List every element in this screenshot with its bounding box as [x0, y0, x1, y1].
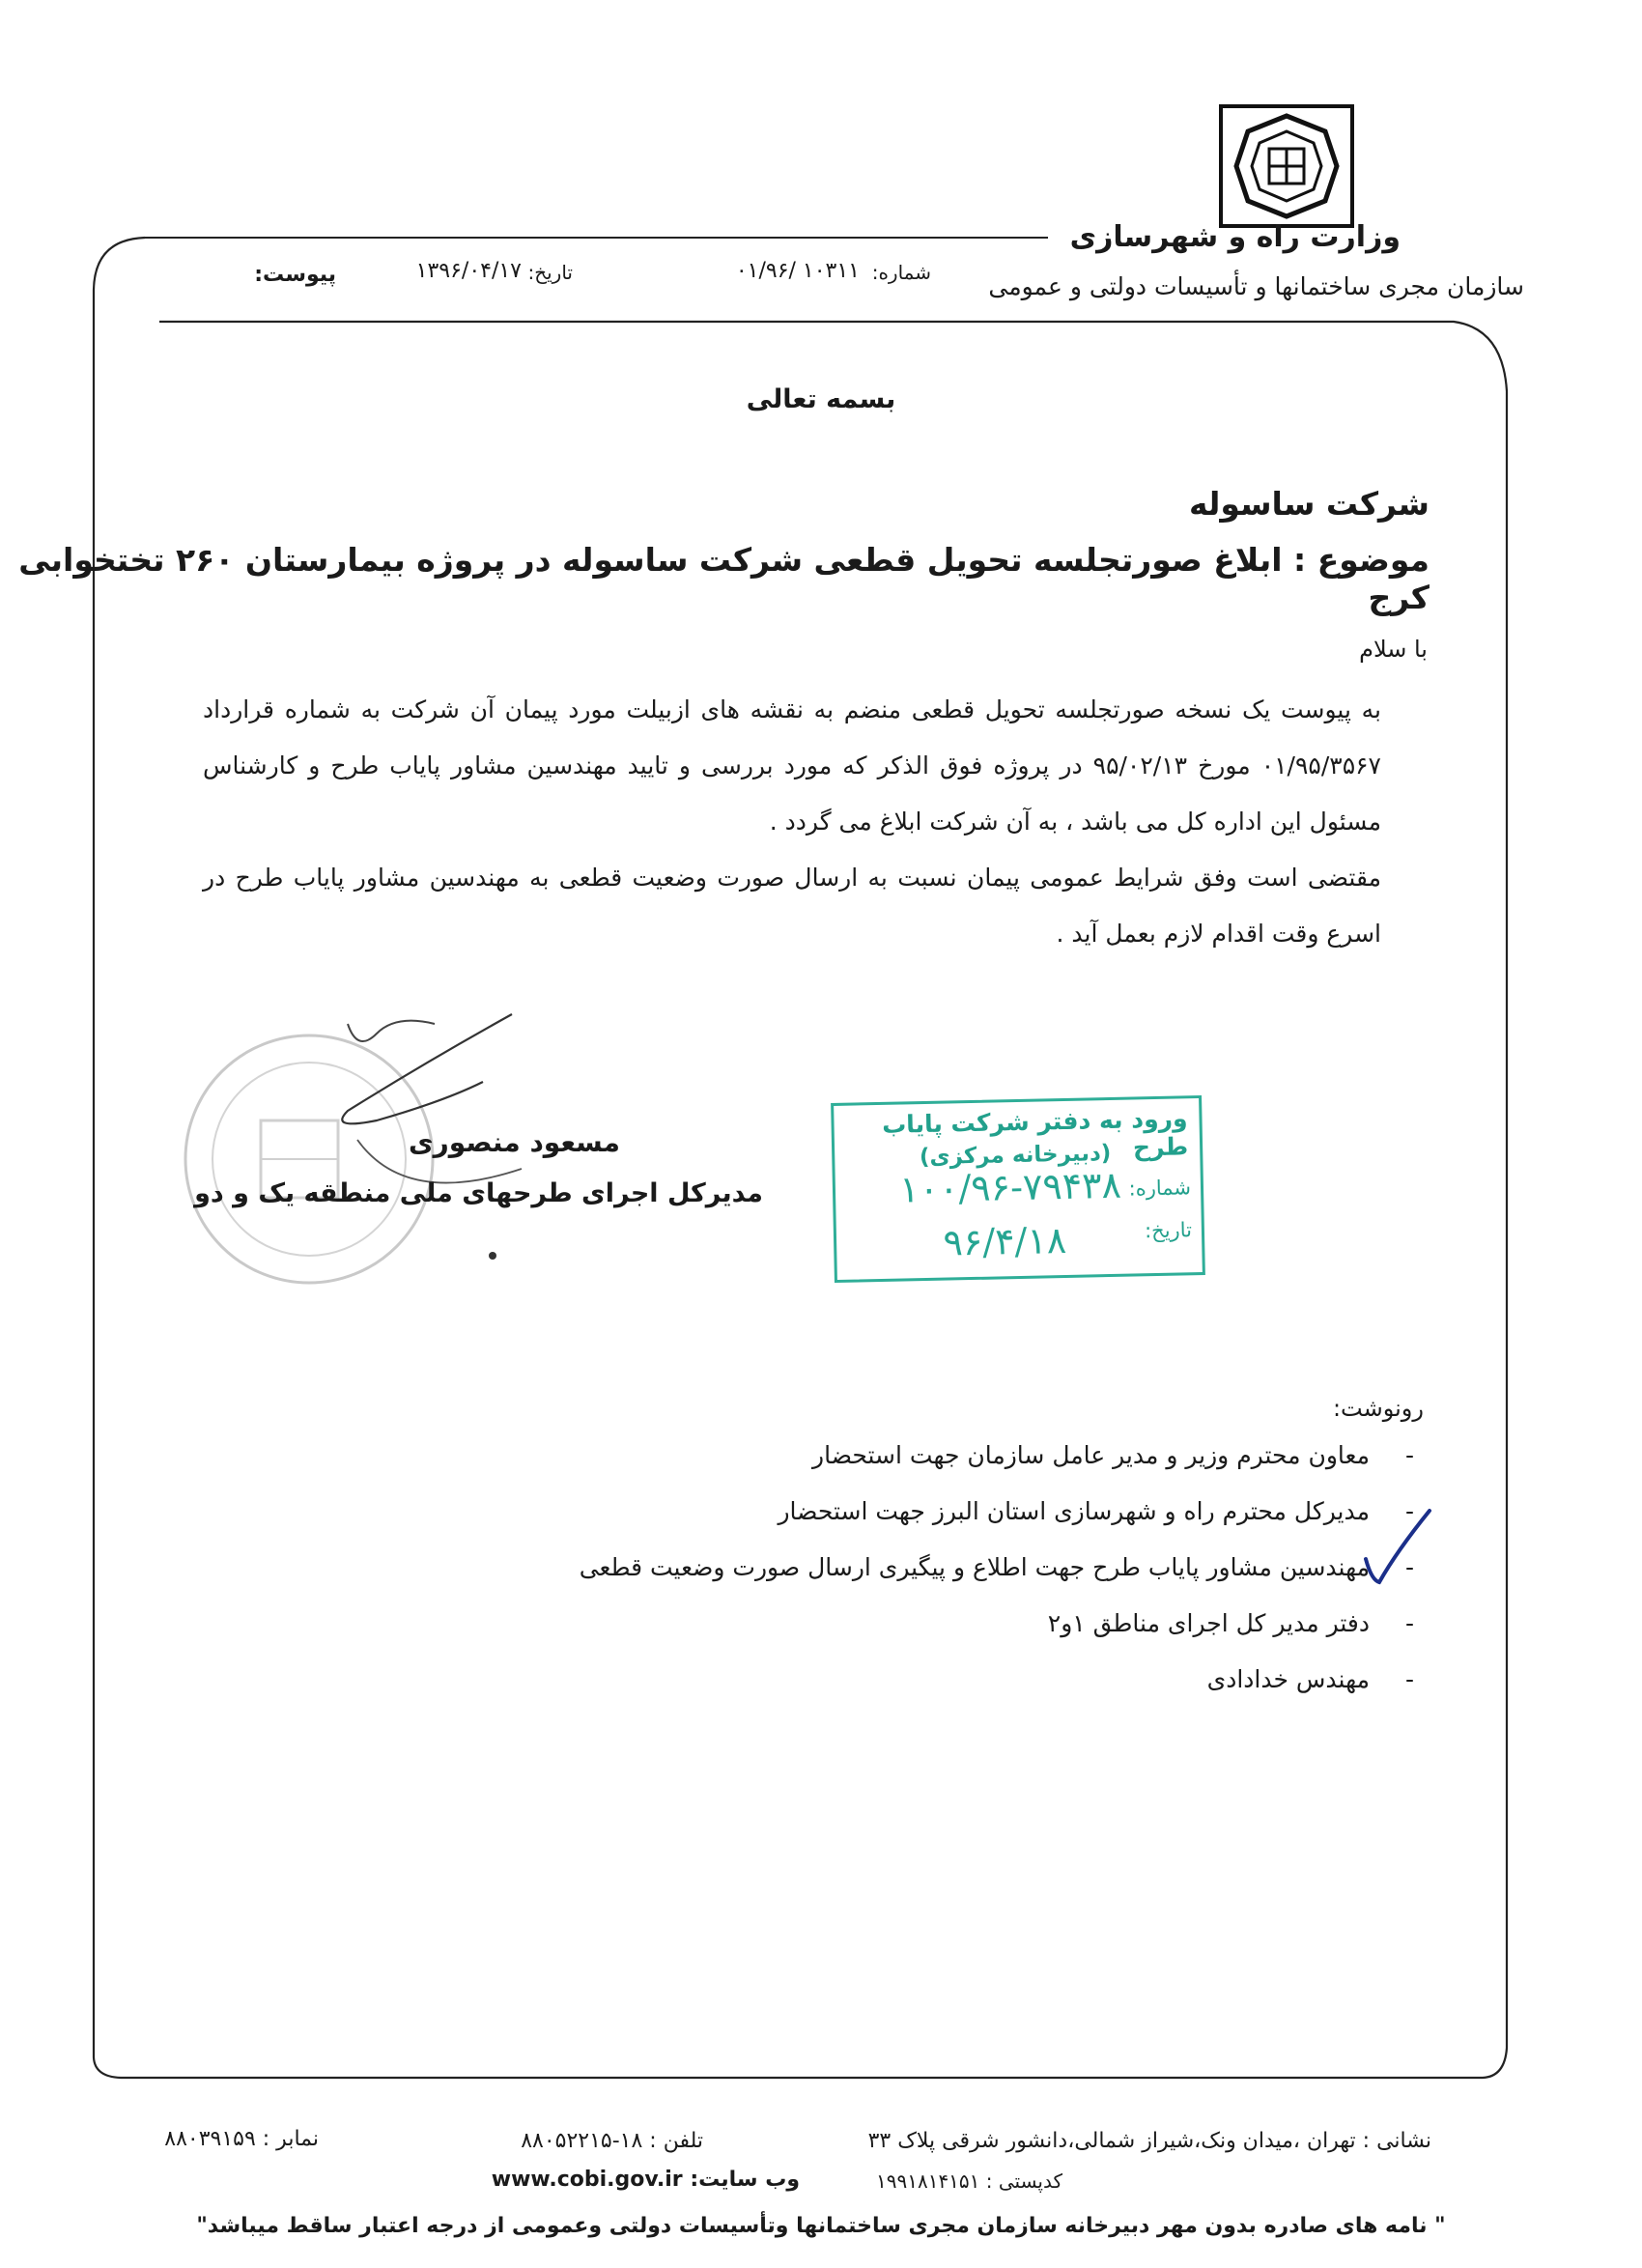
cc-item [580, 1553, 1414, 1609]
attachment-label: پیوست: [254, 263, 336, 287]
footer-website[interactable]: وب سایت: www.cobi.gov.ir [491, 2168, 800, 2192]
invocation-heading: بسمه تعالی [746, 384, 896, 414]
cc-item [580, 1441, 1414, 1497]
greeting: با سلام [1359, 636, 1428, 663]
cc-dash: - [1404, 1441, 1414, 1469]
cc-item [580, 1497, 1414, 1553]
footer-validity-note: " نامه های صادره بدون مهر دبیرخانه سازمان مجری ساختمانها وتأسیسات دولتی وعمومی از درجه اعتبار ساقط میباشد" [196, 2214, 1446, 2238]
cc-dash: - [1404, 1553, 1414, 1581]
signer-name: مسعود منصوری [409, 1126, 620, 1158]
cc-item-text: مهندس خدادادی [1206, 1665, 1370, 1693]
cc-item-text: معاون محترم وزیر و مدیر عامل سازمان جهت استحضار [812, 1441, 1370, 1469]
letter-body [203, 682, 1381, 962]
footer-fax: نمابر : ۸۸۰۳۹۱۵۹ [164, 2127, 319, 2151]
cc-dash: - [1404, 1497, 1414, 1525]
stamp-number-label: شماره: [1128, 1176, 1192, 1201]
checkmark-icon [1358, 1503, 1435, 1590]
body-paragraph: به پیوست یک نسخه صورتجلسه تحویل قطعی منضم به نقشه های ازبیلت مورد پیمان آن شرکت به شماره قرارداد ۰۱/۹۵/۳۵۶۷ مورخ ۹۵/۰۲/۱۳ در پروژه فوق الذکر که مورد بررسی و تایید مهندسین مشاور پایاب طرح و کارشناس مسئول این اداره کل می باشد ، به آن شرکت ابلاغ می گردد . [203, 695, 1381, 836]
stamp-title: ورود به دفتر شرکت پایاب طرح [881, 1104, 1189, 1162]
cc-dash: - [1404, 1665, 1414, 1693]
cc-title: رونوشت: [1332, 1395, 1424, 1422]
recipient: شرکت ساسوله [1189, 485, 1430, 523]
ministry-logo [1219, 104, 1354, 228]
cc-item-text: دفتر مدیر کل اجرای مناطق ۱و۲ [1047, 1609, 1370, 1637]
cc-item [580, 1665, 1414, 1721]
footer-postal-code: کدپستی : ۱۹۹۱۸۱۴۱۵۱ [875, 2169, 1062, 2193]
organization-name: سازمان مجری ساختمانها و تأسیسات دولتی و عمومی [988, 272, 1524, 300]
body-paragraph: مقتضی است وفق شرایط عمومی پیمان نسبت به ارسال صورت وضعیت قطعی به مهندسین مشاور پایاب طرح در اسرع وقت اقدام لازم بعمل آید . [203, 864, 1381, 948]
stamp-number-value: ۱۰۰/۹۶-۷۹۴۳۸ [898, 1163, 1122, 1211]
cc-item-text: مدیرکل محترم راه و شهرسازی استان البرز جهت استحضار [778, 1497, 1370, 1525]
letter-date-value: ۱۳۹۶/۰۴/۱۷ [415, 259, 522, 283]
ministry-name: وزارت راه و شهرسازی [1069, 220, 1401, 254]
stamp-date-value: ۹۶/۴/۱۸ [943, 1218, 1067, 1264]
cc-dash: - [1404, 1609, 1414, 1637]
stamp-date-label: تاریخ: [1144, 1218, 1193, 1243]
footer-phone: تلفن : ۱۸-۸۸۰۵۲۲۱۵ [521, 2129, 703, 2153]
cc-list [580, 1441, 1414, 1721]
cc-item-text: مهندسین مشاور پایاب طرح جهت اطلاع و پیگیری ارسال صورت وضعیت قطعی [579, 1553, 1370, 1581]
signer-title: مدیرکل اجرای طرحهای ملی منطقه یک و دو [194, 1178, 763, 1208]
subject-line: موضوع : ابلاغ صورتجلسه تحویل قطعی شرکت ساسوله در پروژه بیمارستان ۲۶۰ تختخوابی کرج [18, 541, 1430, 616]
footer-address: نشانی : تهران ،میدان ونک،شیراز شمالی،دانشور شرقی پلاک ۳۳ [867, 2129, 1431, 2153]
stamp-subtitle: (دبیرخانه مرکزی) [919, 1140, 1112, 1171]
letter-number-value: ۰۱/۹۶/ ۱۰۳۱۱ [735, 259, 860, 283]
receipt-stamp [831, 1095, 1205, 1283]
letter-date-label: تاریخ: [527, 261, 573, 284]
cc-item [580, 1609, 1414, 1665]
letter-number-label: شماره: [871, 261, 931, 284]
